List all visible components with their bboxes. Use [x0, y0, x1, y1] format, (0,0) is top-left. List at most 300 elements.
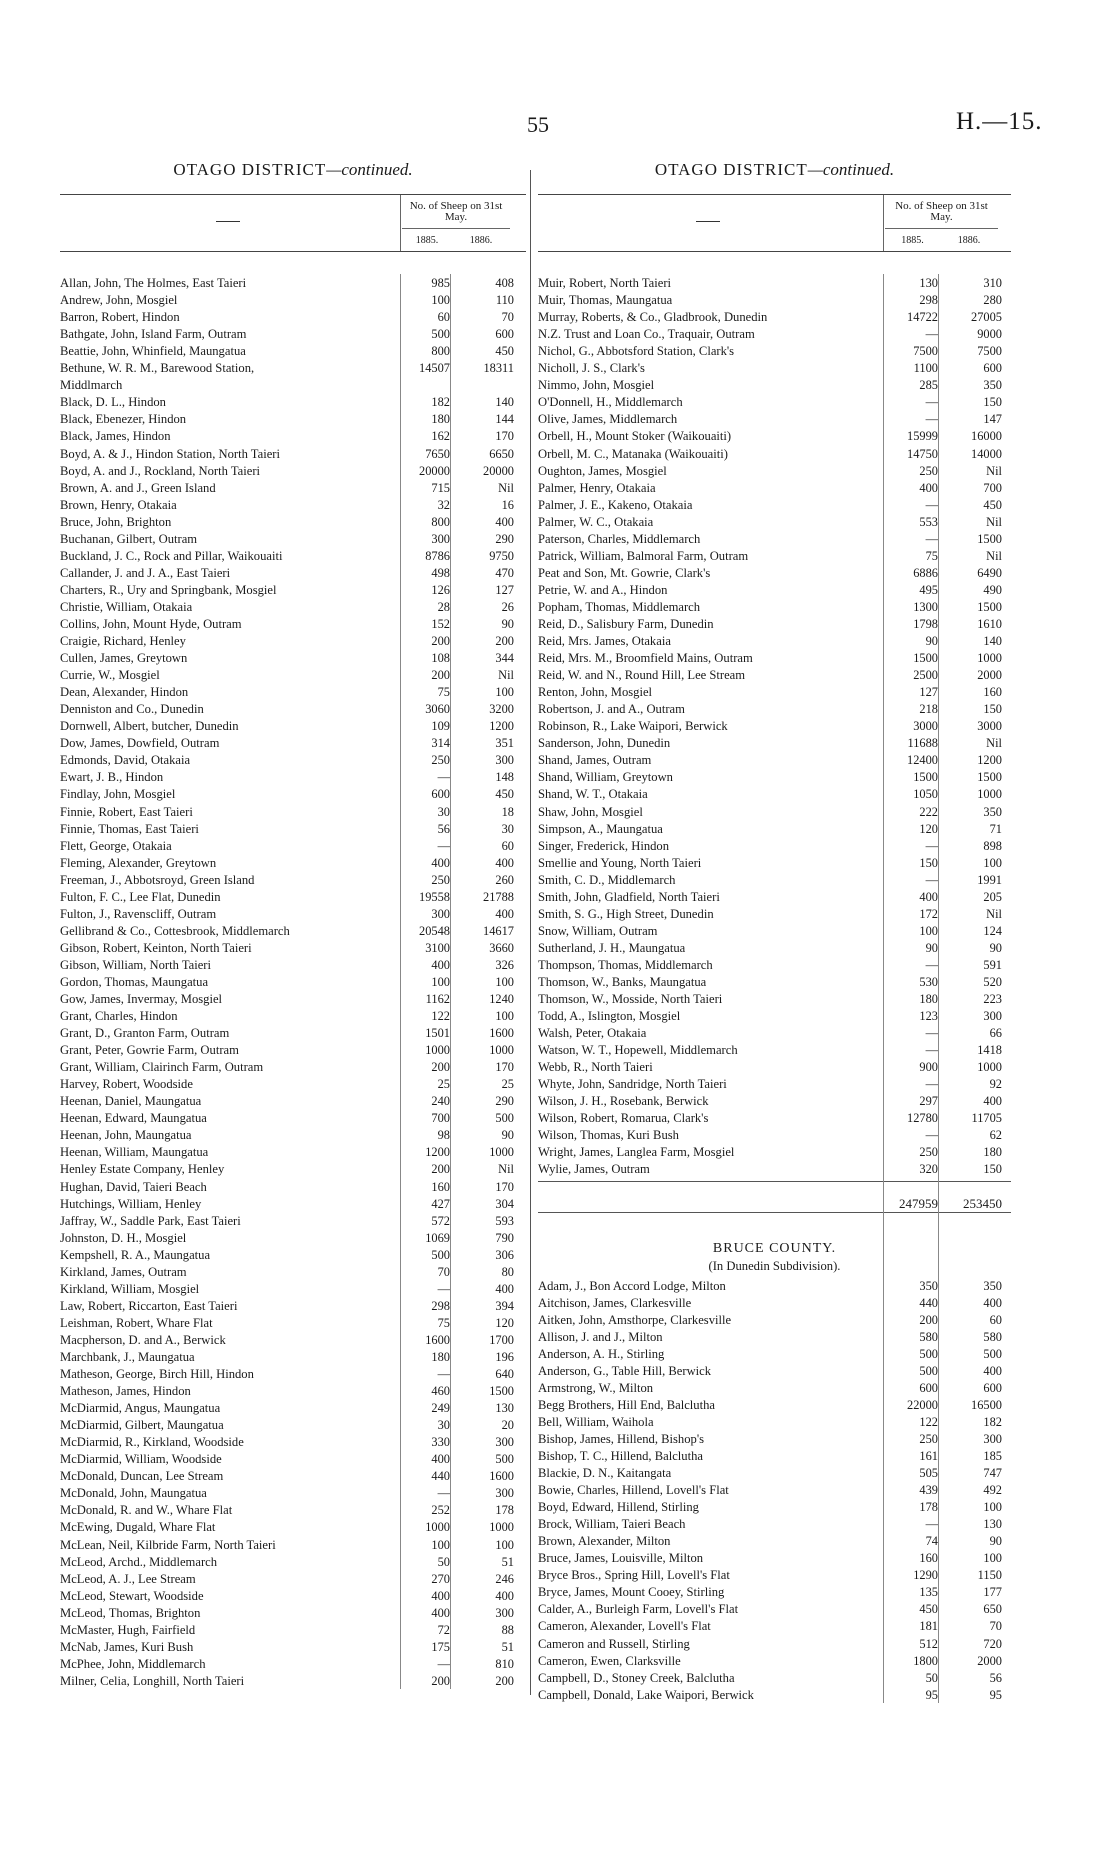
table-row [60, 1280, 526, 1297]
sheep-1885: 240 [431, 1094, 450, 1109]
table-row [60, 1416, 526, 1433]
owner-name: Finnie, Thomas, East Taieri [60, 821, 199, 836]
owner-name: Adam, J., Bon Accord Lodge, Milton [538, 1278, 726, 1293]
table-row [60, 615, 526, 632]
table-row [538, 308, 1011, 325]
owner-name: Law, Robert, Riccarton, East Taieri [60, 1298, 238, 1313]
owner-name: McEwing, Dugald, Whare Flat [60, 1520, 216, 1535]
owner-name: Hughan, David, Taieri Beach [60, 1179, 207, 1194]
left-table-header [60, 194, 526, 252]
table-row [60, 888, 526, 905]
sheep-1886: 3000 [977, 719, 1002, 734]
sheep-1885: 60 [437, 310, 450, 325]
owner-name: Olive, James, Middlemarch [538, 412, 678, 427]
table-row [538, 717, 1011, 734]
owner-name: Cullen, James, Greytown [60, 651, 188, 666]
right-heading-text: OTAGO DISTRICT [654, 160, 808, 179]
sheep-1886: 640 [495, 1367, 514, 1382]
sheep-1885: 7650 [425, 446, 450, 461]
sheep-1885: 7500 [913, 344, 938, 359]
sheep-1886: 90 [989, 1534, 1002, 1549]
owner-name: Boyd, Edward, Hillend, Stirling [538, 1500, 699, 1515]
owner-name: Freeman, J., Abbotsroyd, Green Island [60, 872, 255, 887]
table-row [60, 1672, 526, 1689]
table-row [538, 393, 1011, 410]
owner-name: Bishop, T. C., Hillend, Balclutha [538, 1449, 703, 1463]
sheep-1886: Nil [986, 463, 1002, 478]
sheep-1886: 300 [495, 1605, 514, 1620]
sheep-1885: 200 [431, 1060, 450, 1075]
sheep-1885: 175 [431, 1639, 450, 1654]
owner-name: Reid, Mrs. James, Otakaia [538, 634, 671, 649]
table-row [538, 325, 1011, 342]
owner-name: Allison, J. and J., Milton [538, 1329, 663, 1344]
sheep-1885: 249 [431, 1401, 450, 1416]
sheep-1885: 200 [431, 634, 450, 649]
sheep-1885: 50 [437, 1554, 450, 1569]
sheep-1886: 100 [983, 1500, 1002, 1515]
sheep-1886: 170 [495, 1060, 514, 1075]
owner-name: Shaw, John, Mosgiel [538, 804, 643, 819]
table-row [60, 854, 526, 871]
sheep-1885: 900 [919, 1060, 938, 1075]
sheep-1885: 75 [437, 685, 450, 700]
sheep-1885: — [925, 1077, 938, 1092]
sheep-1886: 1700 [489, 1332, 514, 1347]
sheep-1885: 14507 [419, 361, 450, 376]
owner-name: Black, Ebenezer, Hindon [60, 412, 187, 427]
owner-name: Craigie, Richard, Henley [60, 634, 186, 649]
sheep-1885: 500 [919, 1363, 938, 1378]
sheep-1885: — [925, 872, 938, 887]
sheep-1885: 800 [431, 514, 450, 529]
table-row [538, 666, 1011, 683]
sheep-1885: — [925, 497, 938, 512]
sheep-1886: Nil [498, 1162, 514, 1177]
sheep-1885: 1300 [913, 599, 938, 614]
table-row [60, 1535, 526, 1552]
table-row [538, 1379, 1011, 1396]
owner-name: McDiarmid, William, Woodside [60, 1452, 222, 1467]
sheep-1885: 250 [431, 753, 450, 768]
sheep-1886: 30 [501, 821, 514, 836]
owner-name: Gow, James, Invermay, Mosgiel [60, 992, 223, 1007]
sheep-1885: — [925, 1043, 938, 1058]
owner-name: Cameron, Ewen, Clarksville [538, 1653, 681, 1668]
table-row [538, 1481, 1011, 1498]
sheep-1885: 250 [919, 1145, 938, 1160]
owner-name: Edmonds, David, Otakaia [60, 753, 191, 768]
sheep-1886: 2000 [977, 668, 1002, 683]
sheep-1885: — [925, 1128, 938, 1143]
sheep-1886: 144 [495, 412, 514, 427]
table-row [538, 1532, 1011, 1549]
sheep-1886: 110 [495, 293, 514, 308]
right-header-year-1885: 1885. [901, 235, 924, 246]
owner-name: Gibson, Robert, Keinton, North Taieri [60, 940, 252, 955]
owner-name: Grant, D., Granton Farm, Outram [60, 1026, 230, 1041]
sheep-1886: 1200 [489, 719, 514, 734]
sheep-1885: 320 [919, 1162, 938, 1177]
table-row [60, 1501, 526, 1518]
sheep-1886: 450 [495, 787, 514, 802]
left-header-sheep-count: No. of Sheep on 31st May. [409, 200, 503, 223]
table-row [60, 717, 526, 734]
sheep-1886: 650 [983, 1602, 1002, 1617]
table-row [538, 973, 1011, 990]
table-row [538, 1362, 1011, 1379]
sheep-1886: 1500 [977, 599, 1002, 614]
owner-name: Buchanan, Gilbert, Outram [60, 531, 198, 546]
table-row [538, 1160, 1011, 1177]
owner-name: Ewart, J. B., Hindon [60, 770, 164, 785]
sheep-1886: 7500 [977, 344, 1002, 359]
owner-name: Todd, A., Islington, Mosgiel [538, 1009, 681, 1024]
sheep-1885: 1500 [913, 651, 938, 666]
sheep-1885: 70 [437, 1264, 450, 1279]
sheep-1885: 3100 [425, 940, 450, 955]
left-header-group-rule [402, 228, 510, 229]
table-row [538, 615, 1011, 632]
table-row [538, 871, 1011, 888]
sheep-1886: 60 [501, 838, 514, 853]
owner-name: Boyd, A. and J., Rockland, North Taieri [60, 463, 261, 478]
table-row [538, 1617, 1011, 1634]
sheep-1885: 505 [919, 1466, 938, 1481]
sheep-1885: 19558 [419, 889, 450, 904]
table-row [538, 1143, 1011, 1160]
sheep-1886: 1200 [977, 753, 1002, 768]
owner-name: Smith, S. G., High Street, Dunedin [538, 906, 714, 921]
table-row [60, 496, 526, 513]
sheep-1886: 300 [983, 1009, 1002, 1024]
sheep-1885: 285 [919, 378, 938, 393]
owner-name: Black, D. L., Hindon [60, 395, 166, 410]
owner-name: Dean, Alexander, Hindon [60, 685, 189, 700]
owner-name: Nichol, G., Abbotsford Station, Clark's [538, 344, 735, 359]
sheep-1885: — [925, 1026, 938, 1041]
sheep-1885: 100 [431, 974, 450, 989]
owner-name: Brown, Henry, Otakaia [60, 497, 177, 512]
table-row [60, 649, 526, 666]
left-header-year-1886: 1886. [469, 235, 493, 246]
owner-name: McLeod, Archd., Middlemarch [60, 1554, 218, 1569]
owner-name: Shand, James, Outram [538, 753, 652, 768]
table-row [538, 1024, 1011, 1041]
sheep-1886: 600 [495, 327, 514, 342]
sheep-1885: 127 [919, 685, 938, 700]
table-row [538, 359, 1011, 376]
sheep-1886: 500 [495, 1452, 514, 1467]
sheep-1886: 9000 [977, 327, 1002, 342]
sheep-1885: 400 [919, 480, 938, 495]
owner-name: McLeod, Thomas, Brighton [60, 1605, 201, 1620]
table-row [60, 632, 526, 649]
sheep-1886: 1000 [489, 1145, 514, 1160]
table-row [538, 1634, 1011, 1651]
sheep-1885: 400 [431, 1588, 450, 1603]
sheep-1885: 28 [437, 599, 450, 614]
sheep-1886: 700 [983, 480, 1002, 495]
sheep-1885: — [437, 1367, 450, 1382]
table-row [538, 581, 1011, 598]
owner-name: Fleming, Alexander, Greytown [60, 855, 217, 870]
table-row [538, 1276, 1011, 1293]
bruce-county-subheading: (In Dunedin Subdivision). [708, 1259, 841, 1274]
sheep-1886: 450 [983, 497, 1002, 512]
owner-name: Wilson, Robert, Romarua, Clark's [538, 1111, 709, 1126]
table-row [538, 1328, 1011, 1345]
owner-name: Wright, James, Langlea Farm, Mosgiel [538, 1145, 735, 1160]
sheep-1886: 344 [495, 651, 514, 666]
sheep-1886: 124 [983, 923, 1002, 938]
table-row [538, 547, 1011, 564]
owner-name: Matheson, George, Birch Hill, Hindon [60, 1367, 254, 1382]
table-row [538, 1396, 1011, 1413]
table-row [60, 1604, 526, 1621]
owner-name: Renton, John, Mosgiel [538, 685, 653, 700]
table-row [538, 1058, 1011, 1075]
owner-name: Peat and Son, Mt. Gowrie, Clark's [538, 565, 711, 580]
owner-name: McDiarmid, Angus, Maungatua [60, 1401, 221, 1416]
sheep-1885: 1000 [425, 1520, 450, 1535]
owner-name: Smith, C. D., Middlemarch [538, 872, 676, 887]
sheep-1885: 90 [925, 634, 938, 649]
sheep-1886: 3660 [489, 940, 514, 955]
sheep-1886: 492 [983, 1483, 1002, 1498]
table-row [538, 291, 1011, 308]
sheep-1886: 27005 [971, 310, 1002, 325]
owner-name: Cameron, Alexander, Lovell's Flat [538, 1619, 711, 1634]
sheep-1885: 3060 [425, 702, 450, 717]
table-row [60, 1160, 526, 1177]
right-table-body [538, 274, 1011, 1703]
table-row [538, 632, 1011, 649]
owner-name: O'Donnell, H., Middlemarch [538, 395, 683, 410]
sheep-1885: 12780 [907, 1111, 938, 1126]
owner-name: Whyte, John, Sandridge, North Taieri [538, 1077, 727, 1092]
owner-name: Palmer, J. E., Kakeno, Otakaia [538, 497, 693, 512]
table-row [538, 427, 1011, 444]
owner-name: Barron, Robert, Hindon [60, 310, 180, 325]
sheep-1886: 100 [495, 974, 514, 989]
table-row [538, 376, 1011, 393]
owner-name: McLeod, Stewart, Woodside [60, 1588, 204, 1603]
sheep-1886: 100 [495, 1009, 514, 1024]
owner-name: Middlmarch [60, 378, 123, 393]
table-row [60, 820, 526, 837]
owner-name: Dornwell, Albert, butcher, Dunedin [60, 719, 239, 734]
owner-name: McPhee, John, Middlemarch [60, 1656, 206, 1671]
sheep-1885: 298 [919, 293, 938, 308]
sheep-1886: 246 [495, 1571, 514, 1586]
owner-name: Smellie and Young, North Taieri [538, 855, 702, 870]
owner-name: Grant, Charles, Hindon [60, 1009, 178, 1024]
table-row [60, 1467, 526, 1484]
sheep-1885: — [437, 1486, 450, 1501]
sheep-1885: 439 [919, 1483, 938, 1498]
sheep-1885: 300 [431, 906, 450, 921]
table-row [60, 990, 526, 1007]
sheep-1885: 90 [925, 940, 938, 955]
table-row [60, 513, 526, 530]
owner-name: Orbell, M. C., Matanaka (Waikouaiti) [538, 446, 728, 461]
sheep-1885: 1798 [913, 616, 938, 631]
sheep-1886: 178 [495, 1503, 514, 1518]
sheep-1886: 898 [983, 838, 1002, 853]
owner-name: McLean, Neil, Kilbride Farm, North Taieri [60, 1537, 276, 1552]
sheep-1886: 1610 [977, 616, 1002, 631]
sheep-1885: 162 [431, 429, 450, 444]
owner-name: Leishman, Robert, Whare Flat [60, 1315, 213, 1330]
owner-name: Orbell, H., Mount Stoker (Waikouaiti) [538, 429, 732, 444]
sheep-1886: 70 [501, 310, 514, 325]
sheep-1885: 300 [431, 531, 450, 546]
sheep-1886: 120 [495, 1315, 514, 1330]
owner-name: Kirkland, William, Mosgiel [60, 1281, 200, 1296]
sheep-1886: 790 [495, 1230, 514, 1245]
table-row [60, 1177, 526, 1194]
sheep-1885: 1290 [913, 1568, 938, 1583]
table-row [538, 905, 1011, 922]
left-column-heading [60, 160, 526, 180]
left-heading-suffix: —continued. [326, 160, 413, 179]
left-header-dash [216, 221, 240, 222]
owner-name: Watson, W. T., Hopewell, Middlemarch [538, 1043, 738, 1058]
sheep-1885: 135 [919, 1585, 938, 1600]
sheep-1885: 109 [431, 719, 450, 734]
sheep-1886: Nil [986, 736, 1002, 751]
owner-name: Finnie, Robert, East Taieri [60, 804, 193, 819]
sheep-1885: 1500 [913, 770, 938, 785]
owner-name: McDonald, John, Maungatua [60, 1486, 207, 1501]
sheep-1885: — [925, 838, 938, 853]
owner-name: Currie, W., Mosgiel [60, 668, 160, 683]
left-rule-a [400, 274, 401, 1689]
sheep-1886: 1000 [977, 787, 1002, 802]
right-header-rule [883, 195, 884, 251]
sheep-1886: 20000 [483, 463, 514, 478]
owner-name: Popham, Thomas, Middlemarch [538, 599, 701, 614]
table-row [60, 1553, 526, 1570]
owner-name: Smith, John, Gladfield, North Taieri [538, 889, 720, 904]
sheep-1886: 1240 [489, 992, 514, 1007]
sheep-1885: 30 [437, 1418, 450, 1433]
owner-name: Murray, Roberts, & Co., Gladbrook, Dunedin [538, 310, 768, 325]
table-row [60, 734, 526, 751]
sheep-1886: 11705 [971, 1111, 1002, 1126]
sheep-1885: 95 [925, 1687, 938, 1702]
table-row [60, 479, 526, 496]
owner-name: Simpson, A., Maungatua [538, 821, 663, 836]
right-header-dash [696, 221, 720, 222]
table-row [538, 700, 1011, 717]
sheep-1886: 20 [501, 1418, 514, 1433]
sheep-1885: 120 [919, 821, 938, 836]
owner-name: Callander, J. and J. A., East Taieri [60, 565, 231, 580]
left-header-rule [400, 195, 401, 251]
table-row [60, 581, 526, 598]
sheep-1885: — [437, 770, 450, 785]
sheep-1886: Nil [986, 548, 1002, 563]
owner-name: Bruce, James, Louisville, Milton [538, 1551, 704, 1566]
owner-name: Muir, Robert, North Taieri [538, 276, 672, 291]
sheep-1885: 75 [925, 548, 938, 563]
sheep-1886: 150 [983, 702, 1002, 717]
sheep-1885: 200 [431, 1162, 450, 1177]
table-row [60, 939, 526, 956]
sheep-1885: — [925, 1517, 938, 1532]
sheep-1886: 810 [495, 1656, 514, 1671]
sheep-1886: 350 [983, 1278, 1002, 1293]
sheep-1885: 3000 [913, 719, 938, 734]
table-row [538, 1413, 1011, 1430]
owner-name: Johnston, D. H., Mosgiel [60, 1230, 187, 1245]
sheep-1885: 572 [431, 1213, 450, 1228]
sheep-1885: 1600 [425, 1332, 450, 1347]
owner-name: Harvey, Robert, Woodside [60, 1077, 193, 1092]
table-row [60, 427, 526, 444]
sheep-1885: 440 [431, 1469, 450, 1484]
sheep-1886: 306 [495, 1247, 514, 1262]
sheep-1885: 498 [431, 565, 450, 580]
table-row [538, 1345, 1011, 1362]
table-row [538, 1311, 1011, 1328]
sheep-1886: 300 [495, 753, 514, 768]
owner-name: Shand, W. T., Otakaia [538, 787, 648, 802]
table-row [60, 564, 526, 581]
sheep-1886: 62 [989, 1128, 1002, 1143]
left-header-year-1885: 1885. [415, 235, 439, 246]
table-row [538, 1294, 1011, 1311]
sheep-1886: 147 [983, 412, 1002, 427]
sheep-1885: 74 [925, 1534, 938, 1549]
sheep-1885: — [437, 1281, 450, 1296]
table-row [538, 939, 1011, 956]
owner-name: McLeod, A. J., Lee Stream [60, 1571, 196, 1586]
owner-name: Robinson, R., Lake Waipori, Berwick [538, 719, 728, 734]
owner-name: Paterson, Charles, Middlemarch [538, 531, 701, 546]
sheep-1885: 122 [919, 1414, 938, 1429]
owner-name: Cameron and Russell, Stirling [538, 1636, 690, 1651]
sheep-1885: 11688 [907, 736, 938, 751]
sheep-1886: 290 [495, 1094, 514, 1109]
table-row [538, 768, 1011, 785]
owner-name: Bathgate, John, Island Farm, Outram [60, 327, 247, 342]
owner-name: Flett, George, Otakaia [60, 838, 172, 853]
table-row [60, 1092, 526, 1109]
table-row [538, 751, 1011, 768]
sheep-1886: 1500 [489, 1384, 514, 1399]
owner-name: Grant, William, Clairinch Farm, Outram [60, 1060, 264, 1075]
table-row [60, 768, 526, 785]
sheep-1886: 100 [983, 1551, 1002, 1566]
sheep-1886: 160 [983, 685, 1002, 700]
table-row [60, 342, 526, 359]
sheep-1886: 253450 [963, 1196, 1002, 1212]
owner-name: Collins, John, Mount Hyde, Outram [60, 616, 242, 631]
sheep-1885: — [925, 957, 938, 972]
sheep-1885: 75 [437, 1315, 450, 1330]
left-rule-b [450, 274, 451, 1689]
right-rule-a [883, 274, 884, 1703]
owner-name: Armstrong, W., Milton [538, 1380, 654, 1395]
sheep-1885: 400 [431, 1452, 450, 1467]
sheep-1886: 300 [495, 1486, 514, 1501]
sheep-1885: 1200 [425, 1145, 450, 1160]
owner-name: Wilson, Thomas, Kuri Bush [538, 1128, 679, 1143]
sheep-1885: 715 [431, 480, 450, 495]
